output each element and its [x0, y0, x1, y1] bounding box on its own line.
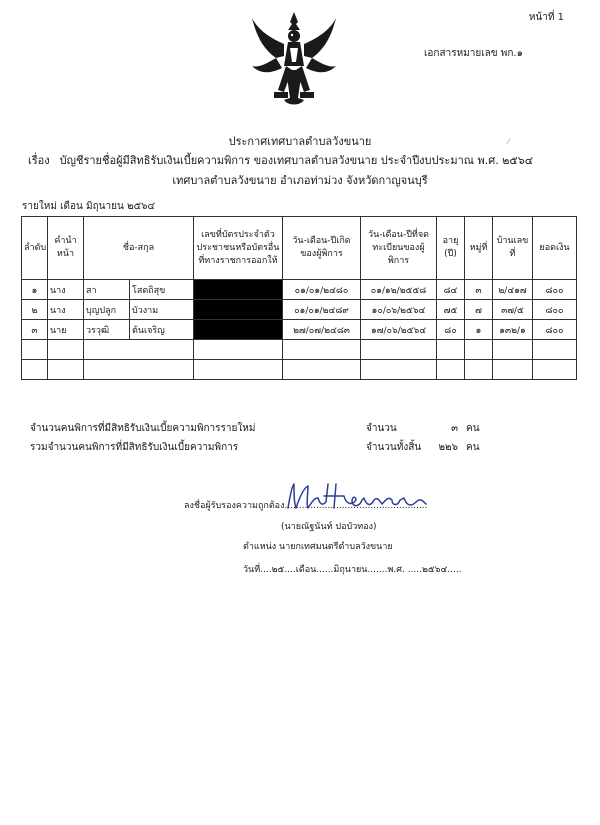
empty-row [22, 340, 577, 360]
redacted-id [194, 320, 283, 340]
cell-moo: ๑ [465, 320, 493, 340]
beneficiary-table [21, 216, 577, 380]
new-list-label: รายใหม่ เดือน มิถุนายน ๒๕๖๔ [22, 201, 156, 212]
announcement-title: ประกาศเทศบาลตำบลวังขนาย [228, 135, 372, 148]
cell-registration: ๑๐/๐๖/๒๕๖๔ [361, 300, 437, 320]
cell-first-name: วรวุฒิ [84, 320, 130, 340]
cell-house: ๑๓๒/๑ [493, 320, 533, 340]
redacted-id [194, 280, 283, 300]
new-count-unit: คน [466, 423, 480, 434]
cell-house: ๒/๔๑๗ [493, 280, 533, 300]
pen-mark: ⁄ [508, 137, 510, 146]
new-count: ๓ [451, 423, 458, 434]
handwritten-signature [282, 478, 432, 516]
cell-no: ๑ [22, 280, 48, 300]
cell-prefix: นาง [48, 300, 84, 320]
header-name: ชื่อ-สกุล [84, 217, 194, 280]
header-id: เลขที่บัตรประจำตัวประชาชนหรือบัตรอื่นที่ทางราชการออกให้ [194, 217, 283, 280]
cell-amount: ๘๐๐ [533, 300, 577, 320]
cell-last-name: บัวงาม [130, 300, 194, 320]
cell-amount: ๘๐๐ [533, 320, 577, 340]
cell-prefix: นาย [48, 320, 84, 340]
header-amount: ยอดเงิน [533, 217, 577, 280]
cell-first-name: สา [84, 280, 130, 300]
cell-registration: ๐๑/๑๒/๒๕๕๘ [361, 280, 437, 300]
certify-line: ลงชื่อผู้รับรองความถูกต้อง.................................................. [184, 501, 428, 511]
cell-dob: ๐๑/๐๑/๒๔๘๐ [283, 280, 361, 300]
header-age: อายุ (ปี) [437, 217, 465, 280]
subject-line [28, 151, 533, 169]
table-row [22, 300, 577, 320]
signer-position: ตำแหน่ง นายกเทศมนตรีตำบลวังขนาย [243, 542, 393, 552]
organization-line: เทศบาลตำบลวังขนาย อำเภอท่าม่วง จังหวัดกาญจนบุรี [172, 174, 428, 187]
signer-name: (นายณัฐนันท์ ปอบัวทอง) [281, 522, 377, 532]
cell-last-name: โสตถิสุข [130, 280, 194, 300]
new-total-label: จำนวนคนพิการที่มีสิทธิรับเงินเบี้ยความพิการรายใหม่ [30, 423, 256, 434]
cell-dob: ๐๑/๐๑/๒๔๘๙ [283, 300, 361, 320]
all-count-label: จำนวนทั้งสิ้น [366, 442, 422, 453]
header-moo: หมู่ที่ [465, 217, 493, 280]
new-count-label: จำนวน [366, 423, 397, 434]
cell-no: ๒ [22, 300, 48, 320]
page-number: หน้าที่ 1 [528, 12, 564, 23]
cell-first-name: บุญปลูก [84, 300, 130, 320]
garuda-emblem [248, 8, 340, 108]
cell-no: ๓ [22, 320, 48, 340]
cell-house: ๓๗/๕ [493, 300, 533, 320]
table-row [22, 320, 577, 340]
header-no: ลำดับ [22, 217, 48, 280]
cell-age: ๗๕ [437, 300, 465, 320]
table-header-row [22, 217, 577, 280]
header-house: บ้านเลขที่ [493, 217, 533, 280]
cell-last-name: ต้นเจริญ [130, 320, 194, 340]
subject-label: เรื่อง [28, 154, 50, 167]
subject-text: บัญชีรายชื่อผู้มีสิทธิรับเงินเบี้ยความพิการ ของเทศบาลตำบลวังขนาย ประจำปีงบประมาณ พ.ศ. ๒๕๖๔ [59, 154, 534, 167]
cell-age: ๘๐ [437, 320, 465, 340]
document-number: เอกสารหมายเลข พก.๑ [424, 48, 523, 59]
all-total-label: รวมจำนวนคนพิการที่มีสิทธิรับเงินเบี้ยความพิการ [30, 442, 239, 453]
cell-prefix: นาง [48, 280, 84, 300]
empty-row [22, 360, 577, 380]
redacted-id [194, 300, 283, 320]
cell-moo: ๓ [465, 280, 493, 300]
cell-amount: ๘๐๐ [533, 280, 577, 300]
all-count: ๒๒๖ [438, 442, 458, 453]
table-row [22, 280, 577, 300]
header-prefix: คำนำหน้า [48, 217, 84, 280]
cell-moo: ๗ [465, 300, 493, 320]
cell-age: ๘๔ [437, 280, 465, 300]
date-line: วันที่....๒๕....เดือน......มิถุนายน.......พ.ศ. .....๒๕๖๔..... [243, 565, 462, 575]
all-count-unit: คน [466, 442, 480, 453]
cell-dob: ๒๗/๐๗/๒๔๘๓ [283, 320, 361, 340]
header-registration: วัน-เดือน-ปีที่จดทะเบียนของผู้พิการ [361, 217, 437, 280]
header-dob: วัน-เดือน-ปีเกิดของผู้พิการ [283, 217, 361, 280]
cell-registration: ๑๗/๐๖/๒๕๖๔ [361, 320, 437, 340]
